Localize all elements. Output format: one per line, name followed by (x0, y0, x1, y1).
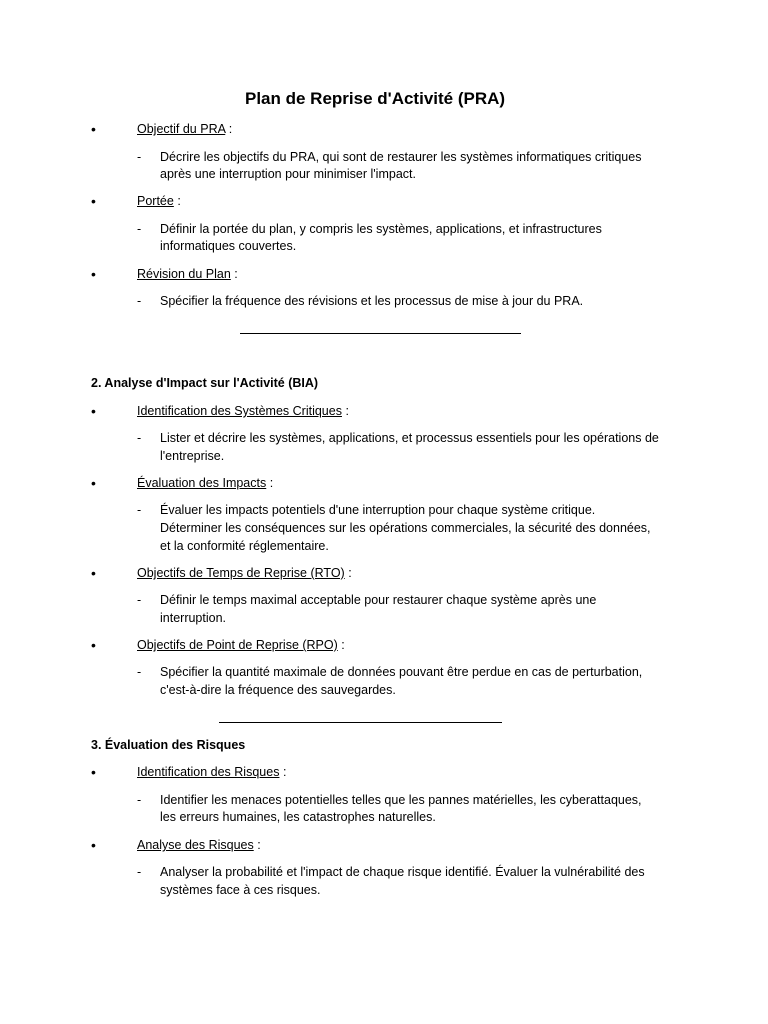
item-description-line: Définir le temps maximal acceptable pour restaurer chaque système après une (160, 593, 597, 607)
item-description-line: Lister et décrire les systèmes, applications, et processus essentiels pour les opérations de (160, 431, 659, 445)
bullet-icon: • (91, 637, 96, 653)
item-revision (137, 265, 238, 283)
item-description-line: systèmes face à ces risques. (160, 883, 321, 897)
item-identification-risques (137, 763, 286, 781)
item-description-line: Évaluer les impacts potentiels d'une interruption pour chaque système critique. (160, 503, 596, 517)
item-description-line: après une interruption pour minimiser l'impact. (160, 167, 416, 181)
dash-icon: - (137, 294, 142, 308)
item-label: Analyse des Risques (137, 838, 254, 852)
item-label: Identification des Risques (137, 765, 280, 779)
item-separator: : (234, 267, 238, 281)
item-portee (137, 192, 181, 210)
item-separator: : (348, 566, 352, 580)
dash-icon: - (137, 503, 142, 517)
bullet-icon: • (91, 403, 96, 419)
item-evaluation-impacts (137, 474, 273, 492)
dash-icon: - (137, 665, 142, 679)
dash-icon: - (137, 793, 142, 807)
item-systemes-critiques (137, 402, 349, 420)
item-rpo (137, 636, 345, 654)
item-description-line: informatiques couvertes. (160, 239, 297, 253)
bullet-icon: • (91, 193, 96, 209)
item-description-line: Déterminer les conséquences sur les opérations commerciales, la sécurité des données, (160, 521, 651, 535)
item-label: Objectif du PRA (137, 122, 226, 136)
item-description-line: Décrire les objectifs du PRA, qui sont de restaurer les systèmes informatiques critiques (160, 150, 642, 164)
bullet-icon: • (91, 121, 96, 137)
item-label: Objectifs de Point de Reprise (RPO) (137, 638, 338, 652)
item-label: Identification des Systèmes Critiques (137, 404, 342, 418)
item-description-line: Définir la portée du plan, y compris les systèmes, applications, et infrastructures (160, 222, 602, 236)
item-separator: : (282, 765, 287, 779)
section-heading-bia: 2. Analyse d'Impact sur l'Activité (BIA) (91, 376, 319, 390)
dash-icon: - (137, 222, 142, 236)
horizontal-rule (219, 722, 502, 723)
item-separator: : (341, 638, 345, 652)
item-description-line: Spécifier la quantité maximale de données pouvant être perdue en cas de perturbation, (160, 665, 643, 679)
item-description-line: et la conformité réglementaire. (160, 539, 329, 553)
item-separator: : (228, 122, 233, 136)
item-description-line: interruption. (160, 611, 227, 625)
item-label: Révision du Plan (137, 267, 231, 281)
item-description-line: Identifier les menaces potentielles telles que les pannes matérielles, les cyberattaques, (160, 793, 642, 807)
item-description-line: Spécifier la fréquence des révisions et les processus de mise à jour du PRA. (160, 294, 584, 308)
dash-icon: - (137, 865, 142, 879)
dash-icon: - (137, 150, 142, 164)
item-description-line: Analyser la probabilité et l'impact de chaque risque identifié. Évaluer la vulnérabilité des (160, 865, 645, 879)
item-objectif (137, 120, 232, 138)
dash-icon: - (137, 431, 142, 445)
item-description-line: l'entreprise. (160, 449, 225, 463)
bullet-icon: • (91, 475, 96, 491)
bullet-icon: • (91, 764, 96, 780)
item-separator: : (345, 404, 349, 418)
bullet-icon: • (91, 565, 96, 581)
item-description-line: les erreurs humaines, les catastrophes naturelles. (160, 810, 436, 824)
item-label: Évaluation des Impacts (137, 476, 267, 490)
page-title: Plan de Reprise d'Activité (PRA) (245, 89, 506, 108)
item-separator: : (177, 194, 181, 208)
bullet-icon: • (91, 837, 96, 853)
item-separator: : (257, 838, 261, 852)
item-description-line: c'est-à-dire la fréquence des sauvegardes. (160, 683, 396, 697)
horizontal-rule (240, 333, 521, 334)
item-rto (137, 564, 352, 582)
item-separator: : (269, 476, 274, 490)
item-label: Portée (137, 194, 174, 208)
section-heading-risques: 3. Évaluation des Risques (91, 738, 246, 752)
bullet-icon: • (91, 266, 96, 282)
item-label: Objectifs de Temps de Reprise (RTO) (137, 566, 345, 580)
item-analyse-risques (137, 836, 261, 854)
dash-icon: - (137, 593, 142, 607)
